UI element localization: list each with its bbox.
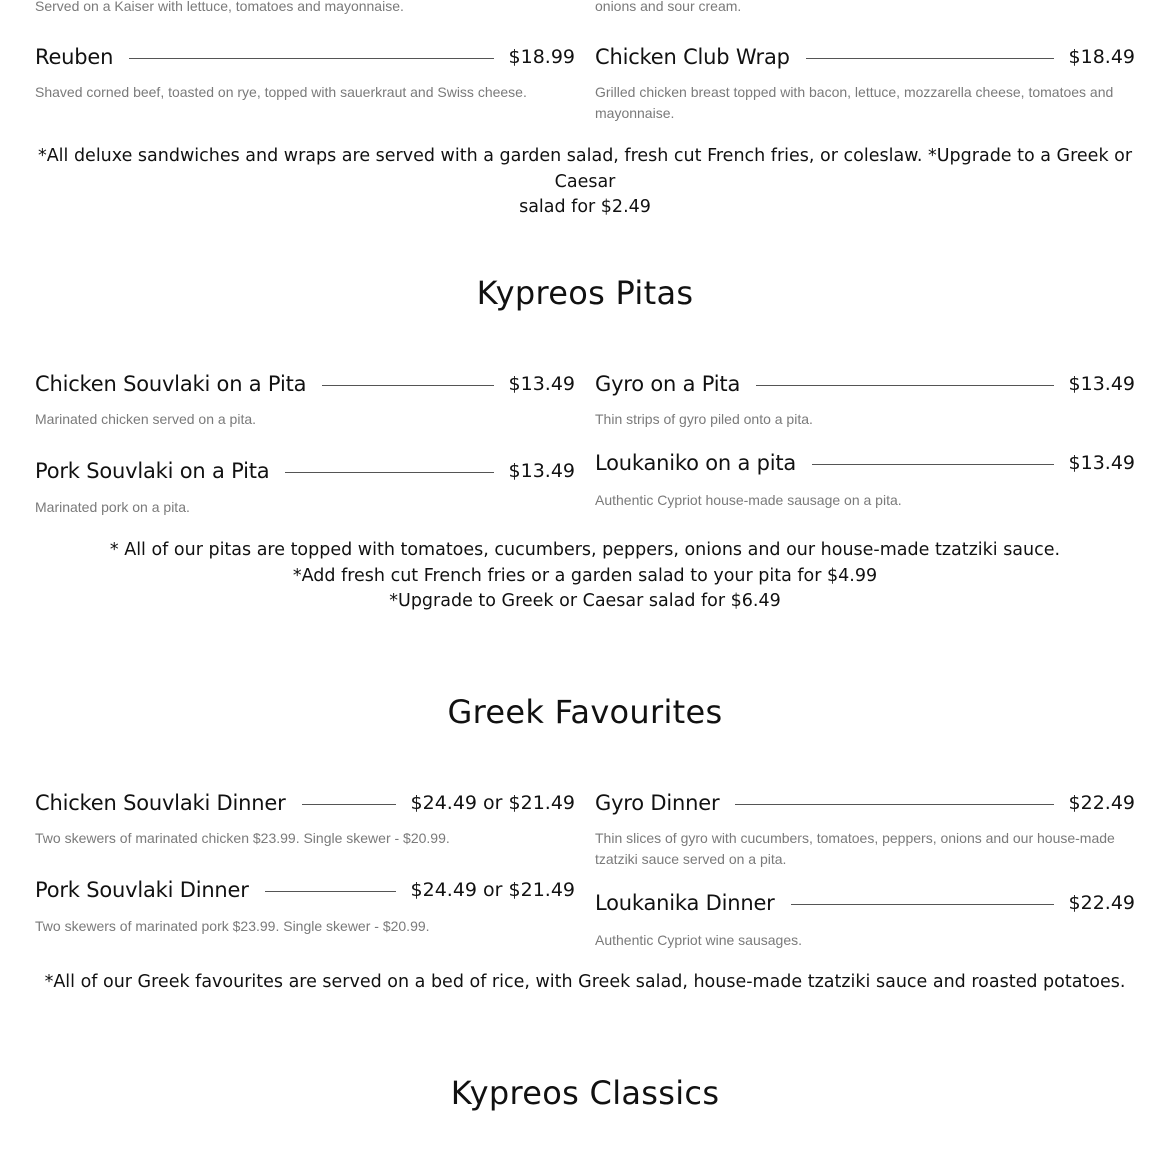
menu-item-gyro-pita — [595, 369, 1135, 430]
pitas-note — [35, 538, 1135, 615]
menu-item-chicken-club-wrap — [595, 42, 1135, 124]
leader-line — [806, 58, 1054, 59]
menu-item-loukaniko-pita — [595, 448, 1135, 511]
note-line: *Add fresh cut French fries or a garden salad to your pita for $4.99 — [292, 565, 878, 586]
sandwich-kaiser-description: Served on a Kaiser with lettuce, tomatoes and mayonnaise. — [35, 0, 404, 14]
item-name: Chicken Souvlaki Dinner — [35, 791, 286, 815]
section-title-classics: Kypreos Classics — [450, 1074, 720, 1112]
note-line: *All deluxe sandwiches and wraps are served with a garden salad, fresh cut French fries, or coleslaw. *Upgrade to a Greek or Caesar — [37, 146, 1133, 192]
item-price: $22.49 — [1068, 792, 1135, 814]
item-price: $13.49 — [1068, 452, 1135, 474]
section-title-greek-favourites: Greek Favourites — [447, 693, 723, 731]
item-name: Gyro Dinner — [595, 791, 720, 815]
item-name: Loukaniko on a pita — [595, 451, 797, 475]
item-description: Two skewers of marinated pork $23.99. Single skewer - $20.99. — [35, 918, 430, 934]
leader-line — [791, 904, 1054, 905]
sandwiches-note — [35, 144, 1135, 221]
menu-item-pork-souvlaki-dinner — [35, 875, 575, 937]
item-description: Two skewers of marinated chicken $23.99. Single skewer - $20.99. — [35, 830, 450, 846]
item-description: Thin slices of gyro with cucumbers, tomatoes, peppers, onions and our house-made tzatziki sauce served on a pita. — [595, 830, 1115, 867]
item-name: Pork Souvlaki Dinner — [35, 878, 249, 902]
item-description: Authentic Cypriot wine sausages. — [595, 932, 802, 948]
note-line: * All of our pitas are topped with tomatoes, cucumbers, peppers, onions and our house-made tzatziki sauce. — [109, 540, 1061, 560]
item-description: Grilled chicken breast topped with bacon, lettuce, mozzarella cheese, tomatoes and mayonnaise. — [595, 84, 1114, 121]
leader-line — [735, 804, 1053, 805]
menu-item-reuben — [35, 42, 575, 103]
leader-line — [265, 891, 396, 892]
item-description: Marinated chicken served on a pita. — [35, 411, 257, 427]
note-line: *Upgrade to Greek or Caesar salad for $6.49 — [389, 591, 781, 611]
item-price: $18.99 — [508, 46, 575, 68]
item-description: Shaved corned beef, toasted on rye, topped with sauerkraut and Swiss cheese. — [35, 84, 527, 100]
leader-line — [756, 385, 1053, 386]
menu-item-chicken-souvlaki-pita — [35, 369, 575, 430]
item-description: Marinated pork on a pita. — [35, 499, 190, 515]
leader-line — [302, 804, 396, 805]
menu-item-loukanika-dinner — [595, 888, 1135, 951]
item-price: $24.49 or $21.49 — [410, 792, 575, 814]
item-price: $24.49 or $21.49 — [410, 879, 575, 901]
leader-line — [285, 472, 493, 473]
item-name: Pork Souvlaki on a Pita — [35, 459, 270, 483]
item-name: Gyro on a Pita — [595, 372, 741, 396]
item-price: $13.49 — [508, 460, 575, 482]
leader-line — [129, 58, 493, 59]
item-price: $18.49 — [1068, 46, 1135, 68]
item-description: Authentic Cypriot house-made sausage on a pita. — [595, 492, 902, 508]
item-name: Loukanika Dinner — [595, 891, 775, 915]
sandwich-partial-description: onions and sour cream. — [595, 0, 742, 14]
item-name: Chicken Club Wrap — [595, 45, 790, 69]
menu-item-gyro-dinner — [595, 788, 1135, 870]
note-line: salad for $2.49 — [519, 197, 651, 217]
leader-line — [322, 385, 493, 386]
menu-item-chicken-souvlaki-dinner — [35, 788, 575, 849]
section-title-pitas: Kypreos Pitas — [476, 274, 694, 312]
item-name: Chicken Souvlaki on a Pita — [35, 372, 307, 396]
greek-favourites-note: *All of our Greek favourites are served on a bed of rice, with Greek salad, house-made tzatziki sauce and roasted potatoes. — [44, 972, 1126, 992]
item-name: Reuben — [35, 45, 114, 69]
menu-item-pork-souvlaki-pita — [35, 456, 575, 518]
item-price: $22.49 — [1068, 892, 1135, 914]
leader-line — [812, 464, 1053, 465]
item-description: Thin strips of gyro piled onto a pita. — [595, 411, 813, 427]
item-price: $13.49 — [1068, 373, 1135, 395]
item-price: $13.49 — [508, 373, 575, 395]
